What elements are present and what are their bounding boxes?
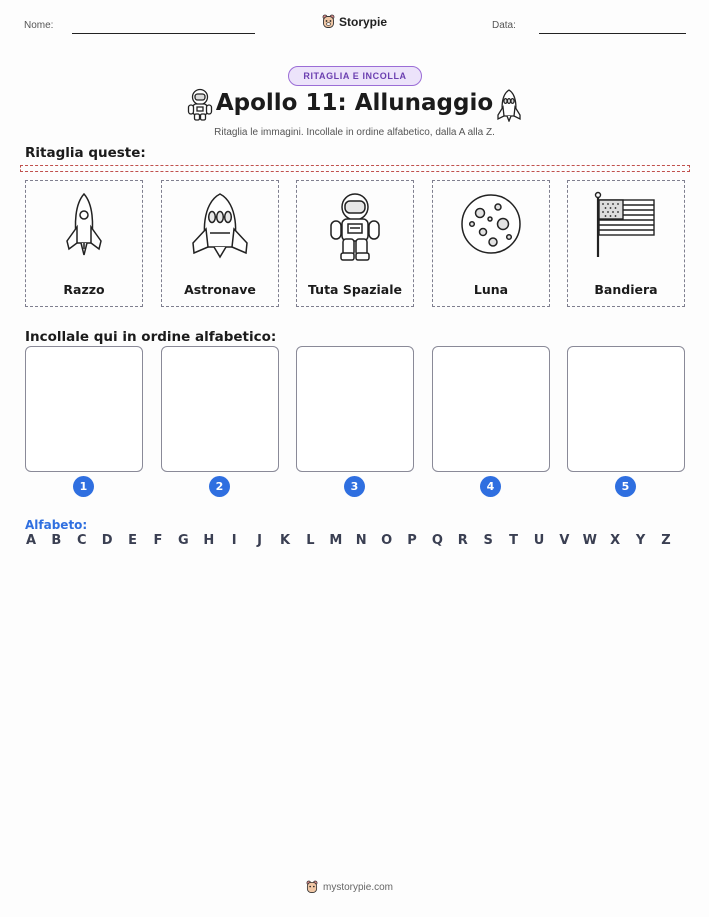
activity-badge: RITAGLIA E INCOLLA bbox=[288, 66, 422, 86]
alphabet-letter: T bbox=[509, 533, 519, 548]
moon-icon bbox=[458, 191, 524, 261]
page-subtitle: Ritaglia le immagini. Incollale in ordine alfabetico, dalla A alla Z. bbox=[214, 127, 495, 138]
paste-slot[interactable] bbox=[161, 346, 279, 472]
alphabet-letter: N bbox=[355, 533, 367, 548]
alphabet-letter: F bbox=[153, 533, 163, 548]
cutout-card[interactable] bbox=[161, 180, 279, 307]
slot-number-badge: 2 bbox=[209, 476, 230, 497]
slot-number-badge: 4 bbox=[480, 476, 501, 497]
alphabet-letter: W bbox=[582, 533, 597, 548]
date-label: Data: bbox=[492, 20, 516, 31]
alphabet-letter: E bbox=[128, 533, 138, 548]
cutout-card[interactable] bbox=[567, 180, 685, 307]
footer-url[interactable]: mystorypie.com bbox=[323, 881, 394, 893]
alphabet-row bbox=[25, 533, 685, 551]
alphabet-letter: H bbox=[203, 533, 215, 548]
alphabet-letter: G bbox=[178, 533, 189, 548]
cut-line bbox=[20, 165, 690, 172]
rocket-icon bbox=[54, 191, 114, 261]
name-label: Nome: bbox=[24, 20, 54, 31]
slot-number-badge: 1 bbox=[73, 476, 94, 497]
card-label-bandiera: Bandiera bbox=[594, 282, 658, 297]
alphabet-letter: Q bbox=[431, 533, 443, 548]
flag-icon bbox=[591, 191, 661, 261]
alphabet-letter: L bbox=[306, 533, 315, 548]
spaceship-icon bbox=[188, 191, 252, 261]
alphabet-letter: K bbox=[279, 533, 291, 548]
storypie-bear-icon bbox=[306, 880, 318, 894]
card-label-astronave: Astronave bbox=[184, 282, 256, 297]
alphabet-letter: O bbox=[381, 533, 393, 548]
paste-slot[interactable] bbox=[296, 346, 414, 472]
storypie-bear-icon bbox=[322, 14, 335, 29]
paste-section-title: Incollale qui in ordine alfabetico: bbox=[25, 329, 277, 345]
alphabet-letter: V bbox=[559, 533, 570, 548]
cutout-card[interactable] bbox=[25, 180, 143, 307]
paste-slot[interactable] bbox=[25, 346, 143, 472]
cutout-card[interactable] bbox=[432, 180, 550, 307]
slot-number-badge: 3 bbox=[344, 476, 365, 497]
card-label-razzo: Razzo bbox=[63, 282, 105, 297]
alphabet-letter: C bbox=[77, 533, 87, 548]
alphabet-letter: S bbox=[483, 533, 493, 548]
alphabet-letter: B bbox=[51, 533, 62, 548]
cutout-card[interactable] bbox=[296, 180, 414, 307]
card-label-tuta-spaziale: Tuta Spaziale bbox=[308, 282, 402, 297]
name-line[interactable] bbox=[72, 33, 255, 34]
footer bbox=[306, 880, 393, 894]
page-title: Apollo 11: Allunaggio bbox=[215, 90, 494, 116]
card-label-luna: Luna bbox=[473, 282, 509, 297]
paste-slot[interactable] bbox=[567, 346, 685, 472]
brand-logo bbox=[322, 14, 387, 29]
alphabet-letter: P bbox=[407, 533, 417, 548]
slot-number-badge: 5 bbox=[615, 476, 636, 497]
alphabet-letter: M bbox=[329, 533, 343, 548]
date-line[interactable] bbox=[539, 33, 686, 34]
alphabet-letter: I bbox=[231, 533, 237, 548]
alphabet-letter: R bbox=[457, 533, 468, 548]
alphabet-letter: J bbox=[257, 533, 263, 548]
alphabet-letter: Z bbox=[661, 533, 671, 548]
alphabet-letter: Y bbox=[635, 533, 646, 548]
alphabet-title: Alfabeto: bbox=[25, 518, 88, 532]
alphabet-letter: D bbox=[101, 533, 113, 548]
paste-slot[interactable] bbox=[432, 346, 550, 472]
astronaut-icon bbox=[322, 191, 388, 265]
alphabet-letter: A bbox=[25, 533, 37, 548]
cut-section-title: Ritaglia queste: bbox=[25, 145, 146, 161]
brand-name: Storypie bbox=[339, 14, 388, 29]
spaceship-title-icon bbox=[495, 88, 523, 122]
alphabet-letter: U bbox=[533, 533, 545, 548]
alphabet-letter: X bbox=[610, 533, 621, 548]
